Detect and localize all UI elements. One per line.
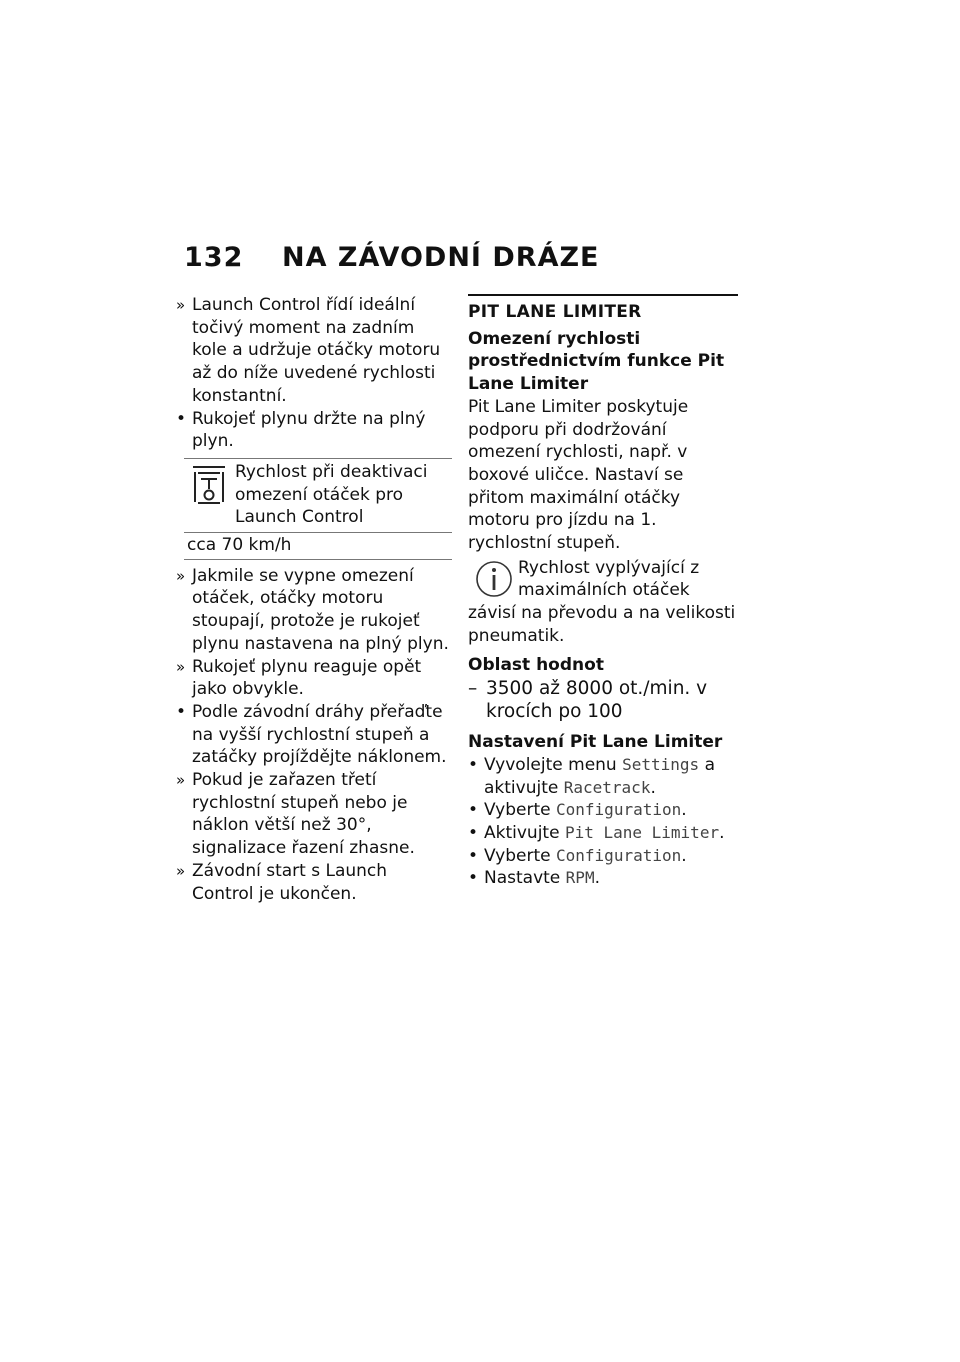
- list-item: [176, 656, 452, 701]
- bullet-icon: •: [176, 408, 187, 429]
- step-item: [468, 754, 738, 799]
- intro-paragraph: Pit Lane Limiter poskytuje podporu při dodržování omezení rychlosti, např. v boxové uličce. Nastaví se přitom maximální otáčky motoru pro jízdu na 1. rychlostní stupeň.: [468, 396, 689, 554]
- chapter-title: NA ZÁVODNÍ DRÁZE: [282, 242, 600, 273]
- bullet-icon: •: [468, 754, 479, 775]
- spec-table-head: [184, 459, 452, 532]
- menu-item-racetrack: Racetrack: [563, 777, 651, 797]
- result-arrow-icon: »: [176, 296, 186, 314]
- step-item: [468, 822, 738, 845]
- spec-table: [184, 458, 452, 560]
- list-item-text: Rukojeť plynu reaguje opět jako obvykle.: [192, 656, 422, 700]
- step-item: [468, 845, 738, 868]
- step-text: a aktivujte: [484, 754, 715, 798]
- bullet-icon: •: [468, 845, 479, 866]
- step-text: Vyberte: [484, 800, 557, 821]
- step-item: [468, 799, 738, 822]
- spec-label: Rychlost při deaktivaci omezení otáček pro Launch Control: [235, 461, 428, 528]
- list-item-text: Jakmile se vypne omezení otáček, otáčky motoru stoupají, protože je rukojeť plynu nastavena na plný plyn.: [192, 565, 449, 654]
- right-column: [468, 294, 738, 890]
- note-text: Rychlost vyplývající z maximálních otáček závisí na převodu a na velikosti pneumatik.: [468, 557, 736, 646]
- list-item: [176, 294, 452, 408]
- left-column: [176, 294, 452, 905]
- menu-item-pit-lane-limiter: Pit Lane Limiter: [564, 823, 720, 843]
- section-title: PIT LANE LIMITER: [468, 294, 738, 324]
- list-item-text: Launch Control řídí ideální točivý moment na zadním kole a udržuje otáčky motoru až do níže uvedené rychlosti konstantní.: [192, 295, 441, 406]
- menu-item-configuration: Configuration: [556, 845, 682, 865]
- bullet-icon: •: [468, 800, 479, 821]
- info-note: [468, 557, 738, 648]
- info-icon: [474, 559, 514, 599]
- step-end: .: [650, 777, 656, 798]
- result-arrow-icon: »: [176, 861, 186, 880]
- step-end: .: [681, 800, 687, 821]
- page-number: 132: [184, 242, 244, 273]
- menu-item-settings: Settings: [622, 754, 700, 774]
- bullet-icon: •: [176, 701, 187, 722]
- list-item: [176, 769, 452, 860]
- list-item: [176, 860, 452, 905]
- speed-limit-icon: [187, 463, 231, 507]
- dash-marker: –: [468, 678, 478, 700]
- result-arrow-icon: »: [176, 566, 186, 585]
- subsection-title: Omezení rychlosti prostřednictvím funkce Pit Lane Limiter: [468, 328, 725, 395]
- spec-value: cca 70 km/h: [184, 532, 452, 560]
- step-text: Nastavte: [484, 868, 566, 889]
- step-text: Vyvolejte menu: [484, 754, 623, 775]
- list-item-text: Rukojeť plynu držte na plný plyn.: [192, 408, 426, 452]
- range-heading: Oblast hodnot: [468, 654, 604, 675]
- step-end: .: [681, 845, 687, 866]
- range-text: 3500 až 8000 ot./min. v krocích po 100: [486, 678, 708, 723]
- range-value: [468, 677, 738, 723]
- result-arrow-icon: »: [176, 657, 186, 676]
- settings-heading: Nastavení Pit Lane Limiter: [468, 732, 723, 753]
- list-item: [176, 408, 452, 453]
- step-end: .: [594, 868, 600, 889]
- result-arrow-icon: »: [176, 771, 186, 790]
- menu-item-configuration: Configuration: [556, 800, 682, 820]
- list-item-text: Závodní start s Launch Control je ukončen.: [192, 860, 388, 904]
- bullet-icon: •: [468, 868, 479, 889]
- list-item-text: Podle závodní dráhy přeřaďte na vyšší rychlostní stupeň a zatáčky projíždějte náklonem.: [192, 701, 447, 768]
- list-item: [176, 565, 452, 656]
- step-text: Aktivujte: [484, 823, 565, 844]
- step-text: Vyberte: [484, 845, 557, 866]
- step-end: .: [719, 823, 725, 844]
- menu-item-rpm: RPM: [565, 868, 595, 888]
- list-item: [176, 701, 452, 769]
- list-item-text: Pokud je zařazen třetí rychlostní stupeň nebo je náklon větší než 30°, signalizace řazení zhasne.: [192, 770, 415, 859]
- bullet-icon: •: [468, 823, 479, 844]
- step-item: [468, 867, 738, 890]
